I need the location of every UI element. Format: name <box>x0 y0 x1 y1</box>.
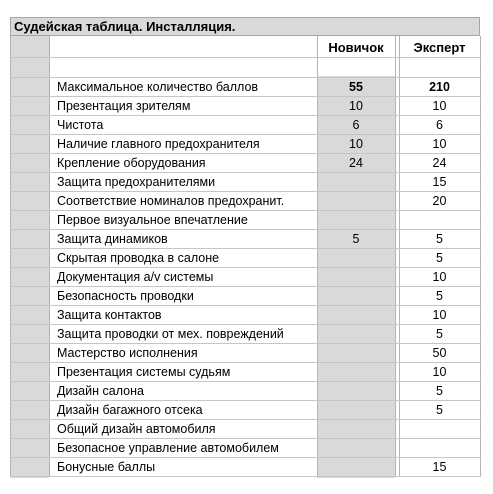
novice-score-cell[interactable]: 24 <box>349 156 363 170</box>
table-row <box>49 135 480 154</box>
criterion-label[interactable]: Дизайн салона <box>57 384 144 398</box>
expert-score-cell[interactable]: 10 <box>432 308 447 322</box>
expert-score-cell[interactable]: 10 <box>432 137 447 151</box>
expert-score-cell[interactable]: 5 <box>436 289 443 303</box>
table-row <box>49 363 480 382</box>
criterion-label[interactable]: Защита проводки от мех. повреждений <box>57 327 284 341</box>
table-row <box>49 344 480 363</box>
expert-score-cell[interactable]: 15 <box>432 175 447 189</box>
grid-vertical-line <box>480 36 481 477</box>
criterion-label[interactable]: Документация a/v системы <box>57 270 214 284</box>
expert-score-cell[interactable]: 5 <box>436 403 443 417</box>
expert-score-cell[interactable]: 20 <box>432 194 447 208</box>
criterion-label[interactable]: Защита динамиков <box>57 232 168 246</box>
criterion-label[interactable]: Общий дизайн автомобиля <box>57 422 216 436</box>
expert-score-cell[interactable]: 5 <box>436 232 443 246</box>
criterion-label[interactable]: Первое визуальное впечатление <box>57 213 248 227</box>
table-row <box>49 458 480 477</box>
table-row <box>49 173 480 192</box>
criterion-label[interactable]: Защита контактов <box>57 308 162 322</box>
table-row <box>49 249 480 268</box>
table-row <box>49 211 480 230</box>
table-row <box>49 97 480 116</box>
expert-score-cell[interactable]: 24 <box>432 156 447 170</box>
table-row <box>49 439 480 458</box>
novice-score-cell[interactable]: 6 <box>352 118 360 132</box>
criterion-label[interactable]: Мастерство исполнения <box>57 346 198 360</box>
criterion-label[interactable]: Соответствие номиналов предохранит. <box>57 194 285 208</box>
criterion-label[interactable]: Чистота <box>57 118 104 132</box>
table-row <box>49 154 480 173</box>
criterion-label[interactable]: Крепление оборудования <box>57 156 206 170</box>
table-row <box>49 192 480 211</box>
table-row <box>49 325 480 344</box>
table-row <box>49 230 480 249</box>
expert-score-cell[interactable]: 10 <box>432 99 447 113</box>
novice-score-cell[interactable]: 10 <box>349 137 363 151</box>
expert-score-cell[interactable]: 210 <box>429 80 450 94</box>
header-expert[interactable]: Эксперт <box>413 40 466 55</box>
expert-score-cell[interactable]: 15 <box>432 460 447 474</box>
expert-score-cell[interactable]: 5 <box>436 384 443 398</box>
expert-score-cell[interactable]: 10 <box>432 270 447 284</box>
expert-score-cell[interactable]: 5 <box>436 327 443 341</box>
criterion-label[interactable]: Бонусные баллы <box>57 460 156 474</box>
table-row <box>49 306 480 325</box>
criterion-label[interactable]: Дизайн багажного отсека <box>57 403 203 417</box>
criterion-label[interactable]: Презентация системы судьям <box>57 365 231 379</box>
grid-horizontal-line <box>10 57 481 58</box>
table-row <box>49 401 480 420</box>
table-row <box>49 268 480 287</box>
expert-score-cell[interactable]: 50 <box>432 346 447 360</box>
criterion-label[interactable]: Скрытая проводка в салоне <box>57 251 220 265</box>
novice-score-cell[interactable]: 55 <box>349 80 363 94</box>
criterion-label[interactable]: Презентация зрителям <box>57 99 191 113</box>
table-row <box>49 382 480 401</box>
row-header-column <box>10 36 49 478</box>
criterion-label[interactable]: Наличие главного предохранителя <box>57 137 260 151</box>
grid-vertical-line <box>10 36 11 477</box>
table-row <box>49 116 480 135</box>
table-row <box>49 420 480 439</box>
table-row <box>49 78 480 97</box>
criterion-label[interactable]: Максимальное количество баллов <box>57 80 259 94</box>
sheet-title[interactable]: Судейская таблица. Инсталляция. <box>10 17 480 36</box>
table-row <box>49 287 480 306</box>
criterion-label[interactable]: Безопасность проводки <box>57 289 194 303</box>
criterion-label[interactable]: Безопасное управление автомобилем <box>57 441 279 455</box>
criterion-label[interactable]: Защита предохранителями <box>57 175 216 189</box>
novice-score-cell[interactable]: 10 <box>349 99 363 113</box>
header-novice[interactable]: Новичок <box>328 40 384 55</box>
expert-score-cell[interactable]: 5 <box>436 251 443 265</box>
novice-score-cell[interactable]: 5 <box>352 232 360 246</box>
expert-score-cell[interactable]: 6 <box>436 118 443 132</box>
expert-score-cell[interactable]: 10 <box>432 365 447 379</box>
